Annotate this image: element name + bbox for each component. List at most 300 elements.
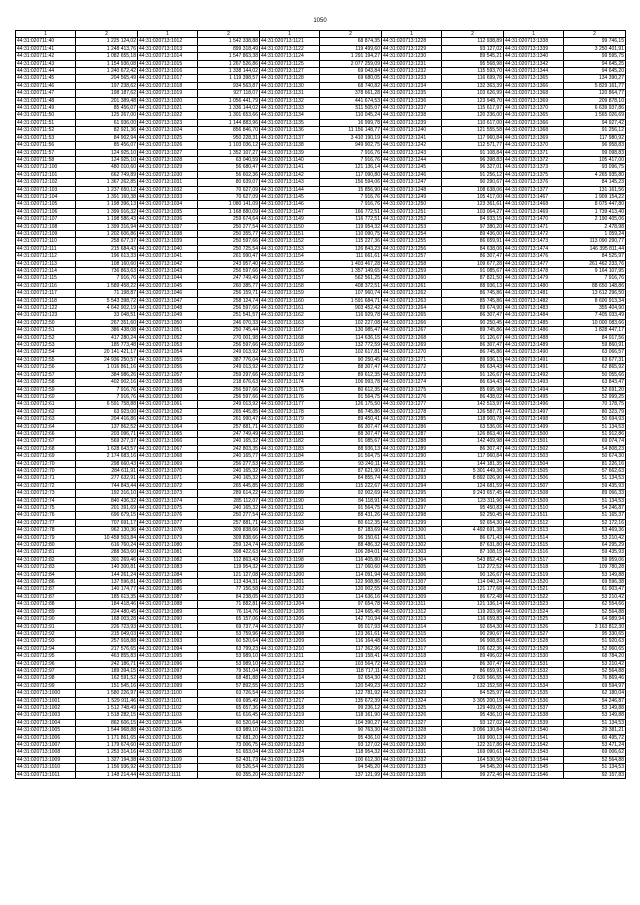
value-cell: 249 013,92 [198,364,260,371]
value-cell: 1 168 880,09 [198,208,260,215]
value-cell: 1 739 413,40 [564,208,626,215]
value-cell: 91 564,75 [320,453,382,460]
cadastral-number-cell: 44:31:020713:1369 [504,97,564,104]
cadastral-number-cell: 44:31:020713:1010 [16,764,76,771]
table-row [16,393,626,400]
value-cell: 258 124,74 [198,297,260,304]
cadastral-number-cell: 44:31:020713:1146 [260,201,320,208]
cadastral-number-cell: 44:31:020713:1121 [260,38,320,45]
value-cell: 99 272,46 [442,771,504,778]
value-cell: 53 149,88 [564,704,626,711]
value-cell: 52 691,20 [564,386,626,393]
value-cell: 3 305 200,19 [442,697,504,704]
cadastral-number-cell: 44:31:020712:52 [16,334,76,341]
value-cell: 62 865,92 [564,364,626,371]
cadastral-number-cell: 44:31:020713:1534 [504,682,564,689]
table-row [16,697,626,704]
table-row [16,164,626,171]
cadastral-number-cell: 44:31:020713:1468 [504,201,564,208]
cadastral-number-cell: 44:31:020713:1292 [382,467,442,474]
table-row [16,408,626,415]
cadastral-number-cell: 44:31:020713:1499 [504,423,564,430]
value-cell: 90 290,67 [442,630,504,637]
table-row [16,482,626,489]
cadastral-number-cell: 44:31:020713:1266 [382,319,442,326]
value-cell: 68 784,20 [564,653,626,660]
cadastral-number-cell: 44:31:020712:111 [16,245,76,252]
cadastral-number-cell: 44:31:020713:1067 [138,445,198,452]
cadastral-number-cell: 44:31:020711:44 [16,68,76,75]
table-row [16,230,626,237]
cadastral-number-cell: 44:31:020713:1484 [504,312,564,319]
value-cell: 91 126,67 [442,371,504,378]
cadastral-number-cell: 44:31:020713:1014 [138,53,198,60]
value-cell: 543 852,42 [442,556,504,563]
cadastral-number-cell: 44:31:020712:82 [16,556,76,563]
value-cell: 13 612 296,50 [564,290,626,297]
cadastral-number-cell: 44:31:020713:1242 [382,142,442,149]
table-row [16,667,626,674]
value-cell: 117 960,84 [442,453,504,460]
value-cell: 1 628 643,57 [76,445,138,452]
cadastral-number-cell: 44:31:020713:1029 [138,164,198,171]
value-cell: 934 563,87 [198,82,260,89]
cadastral-number-cell: 44:31:020711:40 [16,38,76,45]
value-cell: 3 096 130,84 [442,727,504,734]
value-cell: 1 179 674,60 [76,742,138,749]
cadastral-number-cell: 44:31:020713:1507 [504,482,564,489]
cadastral-number-cell: 44:31:020713:1340 [504,53,564,60]
table-row [16,282,626,289]
value-cell: 569 377,37 [76,438,138,445]
value-cell: 121 127,08 [198,571,260,578]
value-cell: 137 596,81 [76,579,138,586]
value-cell: 164 530,50 [442,756,504,763]
table-row [16,179,626,186]
value-cell: 7 916,76 [320,156,382,163]
value-cell: 85 695,98 [442,386,504,393]
table-row [16,453,626,460]
value-cell: 104 390,27 [320,719,382,726]
value-cell: 123 361,61 [320,630,382,637]
value-cell: 115 222,67 [320,482,382,489]
value-cell: 84 238,05 [198,593,260,600]
cadastral-number-cell: 44:31:020713:1079 [138,534,198,541]
table-row [16,645,626,652]
value-cell: 116 772,51 [320,216,382,223]
cadastral-number-cell: 44:31:020713:1510 [504,505,564,512]
table-row [16,379,626,386]
table-row [16,497,626,504]
cadastral-number-cell: 44:31:020713:1075 [138,505,198,512]
table-row [16,260,626,267]
value-cell: 6 591 758,88 [76,401,138,408]
table-row [16,319,626,326]
cadastral-number-cell: 44:31:020713:1022 [138,112,198,119]
cadastral-number-cell: 44:31:020713:1011 [16,771,76,778]
cadastral-number-cell: 44:31:020713:1371 [504,149,564,156]
value-cell: 201 391,69 [76,505,138,512]
cadastral-number-cell: 44:31:020712:96 [16,660,76,667]
value-cell: 265 445,85 [198,482,260,489]
value-cell: 91 108,84 [442,149,504,156]
value-cell: 123 361,61 [442,201,504,208]
table-row [16,253,626,260]
value-cell: 106 284,01 [320,549,382,556]
cadastral-number-cell: 44:31:020711:51 [16,119,76,126]
cadastral-number-cell: 44:31:020713:1328 [382,727,442,734]
cadastral-number-cell: 44:31:020713:1156 [260,268,320,275]
cadastral-number-cell: 44:31:020712:123 [16,312,76,319]
value-cell: 1 156 936,92 [76,764,138,771]
cadastral-number-cell: 44:31:020712:107 [16,216,76,223]
value-cell: 120 549,23 [320,682,382,689]
cadastral-number-cell: 44:31:020713:1240 [382,127,442,134]
cadastral-number-cell: 44:31:020713:1222 [260,734,320,741]
value-cell: 89 674,90 [442,305,504,312]
value-cell: 86 634,43 [442,364,504,371]
cadastral-number-cell: 44:31:020713:1032 [138,186,198,193]
table-row [16,68,626,75]
cadastral-number-cell: 44:31:020713:1038 [138,230,198,237]
value-cell: 80 323,79 [564,408,626,415]
value-cell: 84 638,06 [442,245,504,252]
cadastral-number-cell: 44:31:020713:1157 [260,275,320,282]
cadastral-number-cell: 44:31:020713:1365 [504,75,564,82]
cadastral-number-cell: 44:31:020713:1168 [260,334,320,341]
value-cell: 52 172,16 [564,519,626,526]
cadastral-number-cell: 44:31:020713:1304 [382,556,442,563]
cadastral-number-cell: 44:31:020713:1065 [138,430,198,437]
value-cell: 110 617,00 [442,119,504,126]
value-cell: 203 096,71 [76,430,138,437]
value-cell: 118 900,78 [442,416,504,423]
value-cell: 65 657,36 [198,704,260,711]
value-cell: 1 267 526,86 [198,60,260,67]
value-cell: 87 108,15 [442,549,504,556]
cadastral-number-cell: 44:31:020712:116 [16,282,76,289]
cadastral-number-cell: 44:31:020713:1219 [260,712,320,719]
table-row [16,134,626,141]
cadastral-number-cell: 44:31:020713:1133 [260,105,320,112]
cadastral-number-cell: 44:31:020713:1210 [260,645,320,652]
value-cell: 111 661,61 [320,253,382,260]
value-cell: 1 399 316,94 [76,223,138,230]
cadastral-number-cell: 44:31:020713:1237 [382,105,442,112]
value-cell: 126 175,50 [320,401,382,408]
cadastral-number-cell: 44:31:020713:1344 [504,68,564,75]
value-cell: 5 829 161,77 [564,82,626,89]
value-cell: 122 781,92 [320,690,382,697]
value-cell: 257 881,71 [198,519,260,526]
cadastral-number-cell: 44:31:020713:1007 [16,742,76,749]
cadastral-number-cell: 44:31:020713:1368 [504,90,564,97]
value-cell: 89 612,35 [320,371,382,378]
value-cell: 185 613,35 [76,593,138,600]
table-row [16,349,626,356]
cadastral-number-cell: 44:31:020713:1059 [138,386,198,393]
cadastral-number-cell: 44:31:020712:117 [16,290,76,297]
value-cell: 86 307,47 [320,423,382,430]
cadastral-number-cell: 44:31:020713:1031 [138,179,198,186]
value-cell: 250 725,54 [198,245,260,252]
value-cell: 120 236,00 [442,112,504,119]
table-row [16,223,626,230]
value-cell: 103 626,99 [442,90,504,97]
cadastral-number-cell: 44:31:020713:1145 [260,193,320,200]
value-cell: 511 505,07 [320,105,382,112]
value-cell: 256 597,66 [198,393,260,400]
value-cell: 89 066,33 [564,490,626,497]
value-cell: 63 040,59 [198,156,260,163]
table-row [16,275,626,282]
value-cell: 95 330,65 [564,630,626,637]
cadastral-number-cell: 44:31:020713:1244 [382,156,442,163]
column-header: 2 [564,31,626,38]
cadastral-number-cell: 44:31:020713:1527 [504,630,564,637]
value-cell: 92 654,30 [320,675,382,682]
cadastral-number-cell: 44:31:020713:1289 [382,445,442,452]
cadastral-number-cell: 44:31:020713:1365 [504,112,564,119]
cadastral-number-cell: 44:31:020713:1218 [260,704,320,711]
cadastral-number-cell: 44:31:020713:1204 [260,601,320,608]
value-cell: 86 634,43 [442,379,504,386]
value-cell: 60 520,64 [198,719,260,726]
value-cell: 1 338 144,02 [198,68,260,75]
table-row [16,438,626,445]
cadastral-number-cell: 44:31:020713:1158 [260,282,320,289]
value-cell: 15 856,90 [320,186,382,193]
cadastral-number-cell: 44:31:020713:1286 [382,423,442,430]
header-row [16,31,626,38]
cadastral-number-cell: 44:31:020712:105 [16,201,76,208]
table-row [16,586,626,593]
cadastral-number-cell: 44:31:020713:1160 [260,297,320,304]
value-cell: 52 960,65 [564,645,626,652]
cadastral-number-cell: 44:31:020713:1179 [260,416,320,423]
value-cell: 1 336 144,02 [198,105,260,112]
value-cell: 79 361,04 [198,667,260,674]
cadastral-number-cell: 44:31:020713:1508 [504,490,564,497]
value-cell: 121 555,58 [442,127,504,134]
cadastral-number-cell: 44:31:020713:1188 [260,482,320,489]
cadastral-number-cell: 44:31:020713:1142 [260,171,320,178]
value-cell: 189 394,15 [76,667,138,674]
value-cell: 142 710,94 [320,616,382,623]
value-cell: 135 672,39 [320,697,382,704]
cadastral-number-cell: 44:31:020712:110 [16,238,76,245]
cadastral-number-cell: 44:31:020713:1137 [260,134,320,141]
table-row [16,216,626,223]
value-cell: 256 277,53 [198,460,260,467]
cadastral-number-cell: 44:31:020713:1122 [260,45,320,52]
cadastral-number-cell: 44:31:020713:1087 [138,593,198,600]
cadastral-number-cell: 44:31:020713:1273 [382,371,442,378]
value-cell: 927 118,07 [198,90,260,97]
cadastral-number-cell: 44:31:020712:102 [16,179,76,186]
cadastral-number-cell: 44:31:020712:104 [16,193,76,200]
cadastral-number-cell: 44:31:020713:1249 [382,193,442,200]
value-cell: 1 399 916,32 [76,208,138,215]
value-cell: 64 295,29 [564,542,626,549]
cadastral-number-cell: 44:31:020713:1255 [382,238,442,245]
value-cell: 123 948,70 [442,97,504,104]
table-row [16,371,626,378]
value-cell: 88 431,26 [320,512,382,519]
cadastral-number-cell: 44:31:020713:1088 [138,601,198,608]
cadastral-number-cell: 44:31:020713:1176 [260,393,320,400]
cadastral-number-cell: 44:31:020713:1097 [138,667,198,674]
value-cell: 1 589 458,22 [76,282,138,289]
value-cell: 1 565 026,69 [564,112,626,119]
value-cell: 70 627,09 [198,186,260,193]
value-cell: 94 927,42 [564,119,626,126]
cadastral-number-cell: 44:31:020713:1257 [382,253,442,260]
value-cell: 120 864,77 [564,90,626,97]
value-cell: 3 163 812,30 [564,623,626,630]
table-row [16,505,626,512]
cadastral-number-cell: 44:31:020713:1140 [260,156,320,163]
value-cell: 441 674,53 [320,97,382,104]
value-cell: 119 954,32 [320,223,382,230]
cadastral-number-cell: 44:31:020711:41 [16,45,76,52]
value-cell: 2 630 566,55 [442,675,504,682]
value-cell: 144 181,35 [442,460,504,467]
cadastral-number-cell: 44:31:020713:1509 [504,497,564,504]
cadastral-number-cell: 44:31:020713:1089 [138,608,198,615]
value-cell: 29 381,21 [564,727,626,734]
value-cell: 7 916,76 [564,275,626,282]
cadastral-number-cell: 44:31:020713:1017 [138,75,198,82]
cadastral-number-cell: 44:31:020713:1040 [138,245,198,252]
cadastral-number-cell: 44:31:020712:55 [16,356,76,363]
value-cell: 288 363,60 [76,549,138,556]
cadastral-number-cell: 44:31:020713:1319 [382,660,442,667]
cadastral-number-cell: 44:31:020713:1101 [138,697,198,704]
value-cell: 91 256,12 [564,127,626,134]
value-cell: 257 918,88 [76,638,138,645]
value-cell: 64 989,94 [564,616,626,623]
value-cell: 696 679,15 [76,512,138,519]
cadastral-number-cell: 44:31:020712:98 [16,675,76,682]
cadastral-number-cell: 44:31:020711:50 [16,112,76,119]
value-cell: 68 874,35 [320,38,382,45]
cadastral-number-cell: 44:31:020712:92 [16,630,76,637]
cadastral-number-cell: 44:31:020713:1154 [260,253,320,260]
value-cell: 5 301 449,36 [442,467,504,474]
value-cell: 408 372,51 [320,282,382,289]
cadastral-number-cell: 44:31:020712:108 [16,223,76,230]
value-cell: 62 554,66 [564,601,626,608]
value-cell: 2 190 405,06 [564,216,626,223]
cadastral-number-cell: 44:31:020713:1478 [504,268,564,275]
value-cell: 378 661,28 [320,90,382,97]
cadastral-number-cell: 44:31:020712:109 [16,230,76,237]
cadastral-number-cell: 44:31:020712:77 [16,519,76,526]
cadastral-number-cell: 44:31:020713:1268 [382,334,442,341]
value-cell: 92 654,30 [442,623,504,630]
value-cell: 301 269,46 [76,556,138,563]
cadastral-number-cell: 44:31:020713:1111 [138,771,198,778]
table-row [16,749,626,756]
cadastral-number-cell: 44:31:020713:1141 [260,164,320,171]
cadastral-number-cell: 44:31:020713:1023 [138,119,198,126]
value-cell: 71 882,81 [198,601,260,608]
value-cell: 1 144 883,96 [198,119,260,126]
value-cell: 84 525,97 [442,690,504,697]
cadastral-number-cell: 44:31:020713:1172 [260,364,320,371]
value-cell: 52 564,88 [564,608,626,615]
cadastral-number-cell: 44:31:020713:1535 [504,690,564,697]
cadastral-number-cell: 44:31:020713:1073 [138,490,198,497]
value-cell: 166 772,51 [320,208,382,215]
table-row [16,682,626,689]
value-cell: 117 362,96 [320,645,382,652]
cadastral-number-cell: 44:31:020713:1498 [504,416,564,423]
cadastral-number-cell: 44:31:020713:1544 [504,756,564,763]
table-row [16,97,626,104]
value-cell: 92 002,69 [320,490,382,497]
value-cell: 121 136,14 [442,601,504,608]
cadastral-number-cell: 44:31:020712:99 [16,682,76,689]
value-cell: 107 960,74 [320,290,382,297]
value-cell: 59 959,06 [564,556,626,563]
value-cell: 90 763,30 [320,727,382,734]
value-cell: 1 367 262,85 [76,179,138,186]
cadastral-number-cell: 44:31:020713:1269 [382,342,442,349]
value-cell: 562 561,25 [320,275,382,282]
cadastral-number-cell: 44:31:020713:1206 [260,616,320,623]
cadastral-number-cell: 44:31:020713:1375 [504,171,564,178]
value-cell: 86 307,47 [442,312,504,319]
cadastral-number-cell: 44:31:020713:1486 [504,327,564,334]
table-row [16,297,626,304]
table-row [16,193,626,200]
value-cell: 50 674,30 [564,453,626,460]
value-cell: 93 240,11 [320,460,382,467]
value-cell: 289 614,22 [198,490,260,497]
value-cell: 51 134,53 [564,497,626,504]
value-cell: 184 418,46 [76,601,138,608]
cadastral-number-cell: 44:31:020713:1506 [504,475,564,482]
cadastral-number-cell: 44:31:020713:1131 [260,90,320,97]
cadastral-number-cell: 44:31:020713:1136 [260,127,320,134]
cadastral-number-cell: 44:31:020713:1515 [504,542,564,549]
cadastral-number-cell: 44:31:020713:1125 [260,60,320,67]
value-cell: 33 048,51 [76,312,138,319]
value-cell: 6 639 937,86 [564,105,626,112]
value-cell: 417 280,24 [76,334,138,341]
table-row [16,764,626,771]
value-cell: 616 760,24 [76,542,138,549]
cadastral-number-cell: 44:31:020713:1247 [382,179,442,186]
cadastral-number-cell: 44:31:020713:1139 [260,149,320,156]
value-cell: 56 680,47 [198,164,260,171]
table-row [16,127,626,134]
value-cell: 63 066,57 [564,349,626,356]
table-row [16,734,626,741]
value-cell: 63 843,47 [564,379,626,386]
cadastral-number-cell: 44:31:020713:1306 [382,571,442,578]
value-cell: 86 307,47 [442,660,504,667]
cadastral-number-cell: 44:31:020713:1004 [16,719,76,726]
value-cell: 122 317,86 [442,742,504,749]
cadastral-number-cell: 44:31:020713:1012 [138,38,198,45]
value-cell: 1 059,24 [564,230,626,237]
cadastral-number-cell: 44:31:020713:1063 [138,416,198,423]
value-cell: 96 958,83 [564,142,626,149]
cadastral-number-cell: 44:31:020713:1516 [504,549,564,556]
